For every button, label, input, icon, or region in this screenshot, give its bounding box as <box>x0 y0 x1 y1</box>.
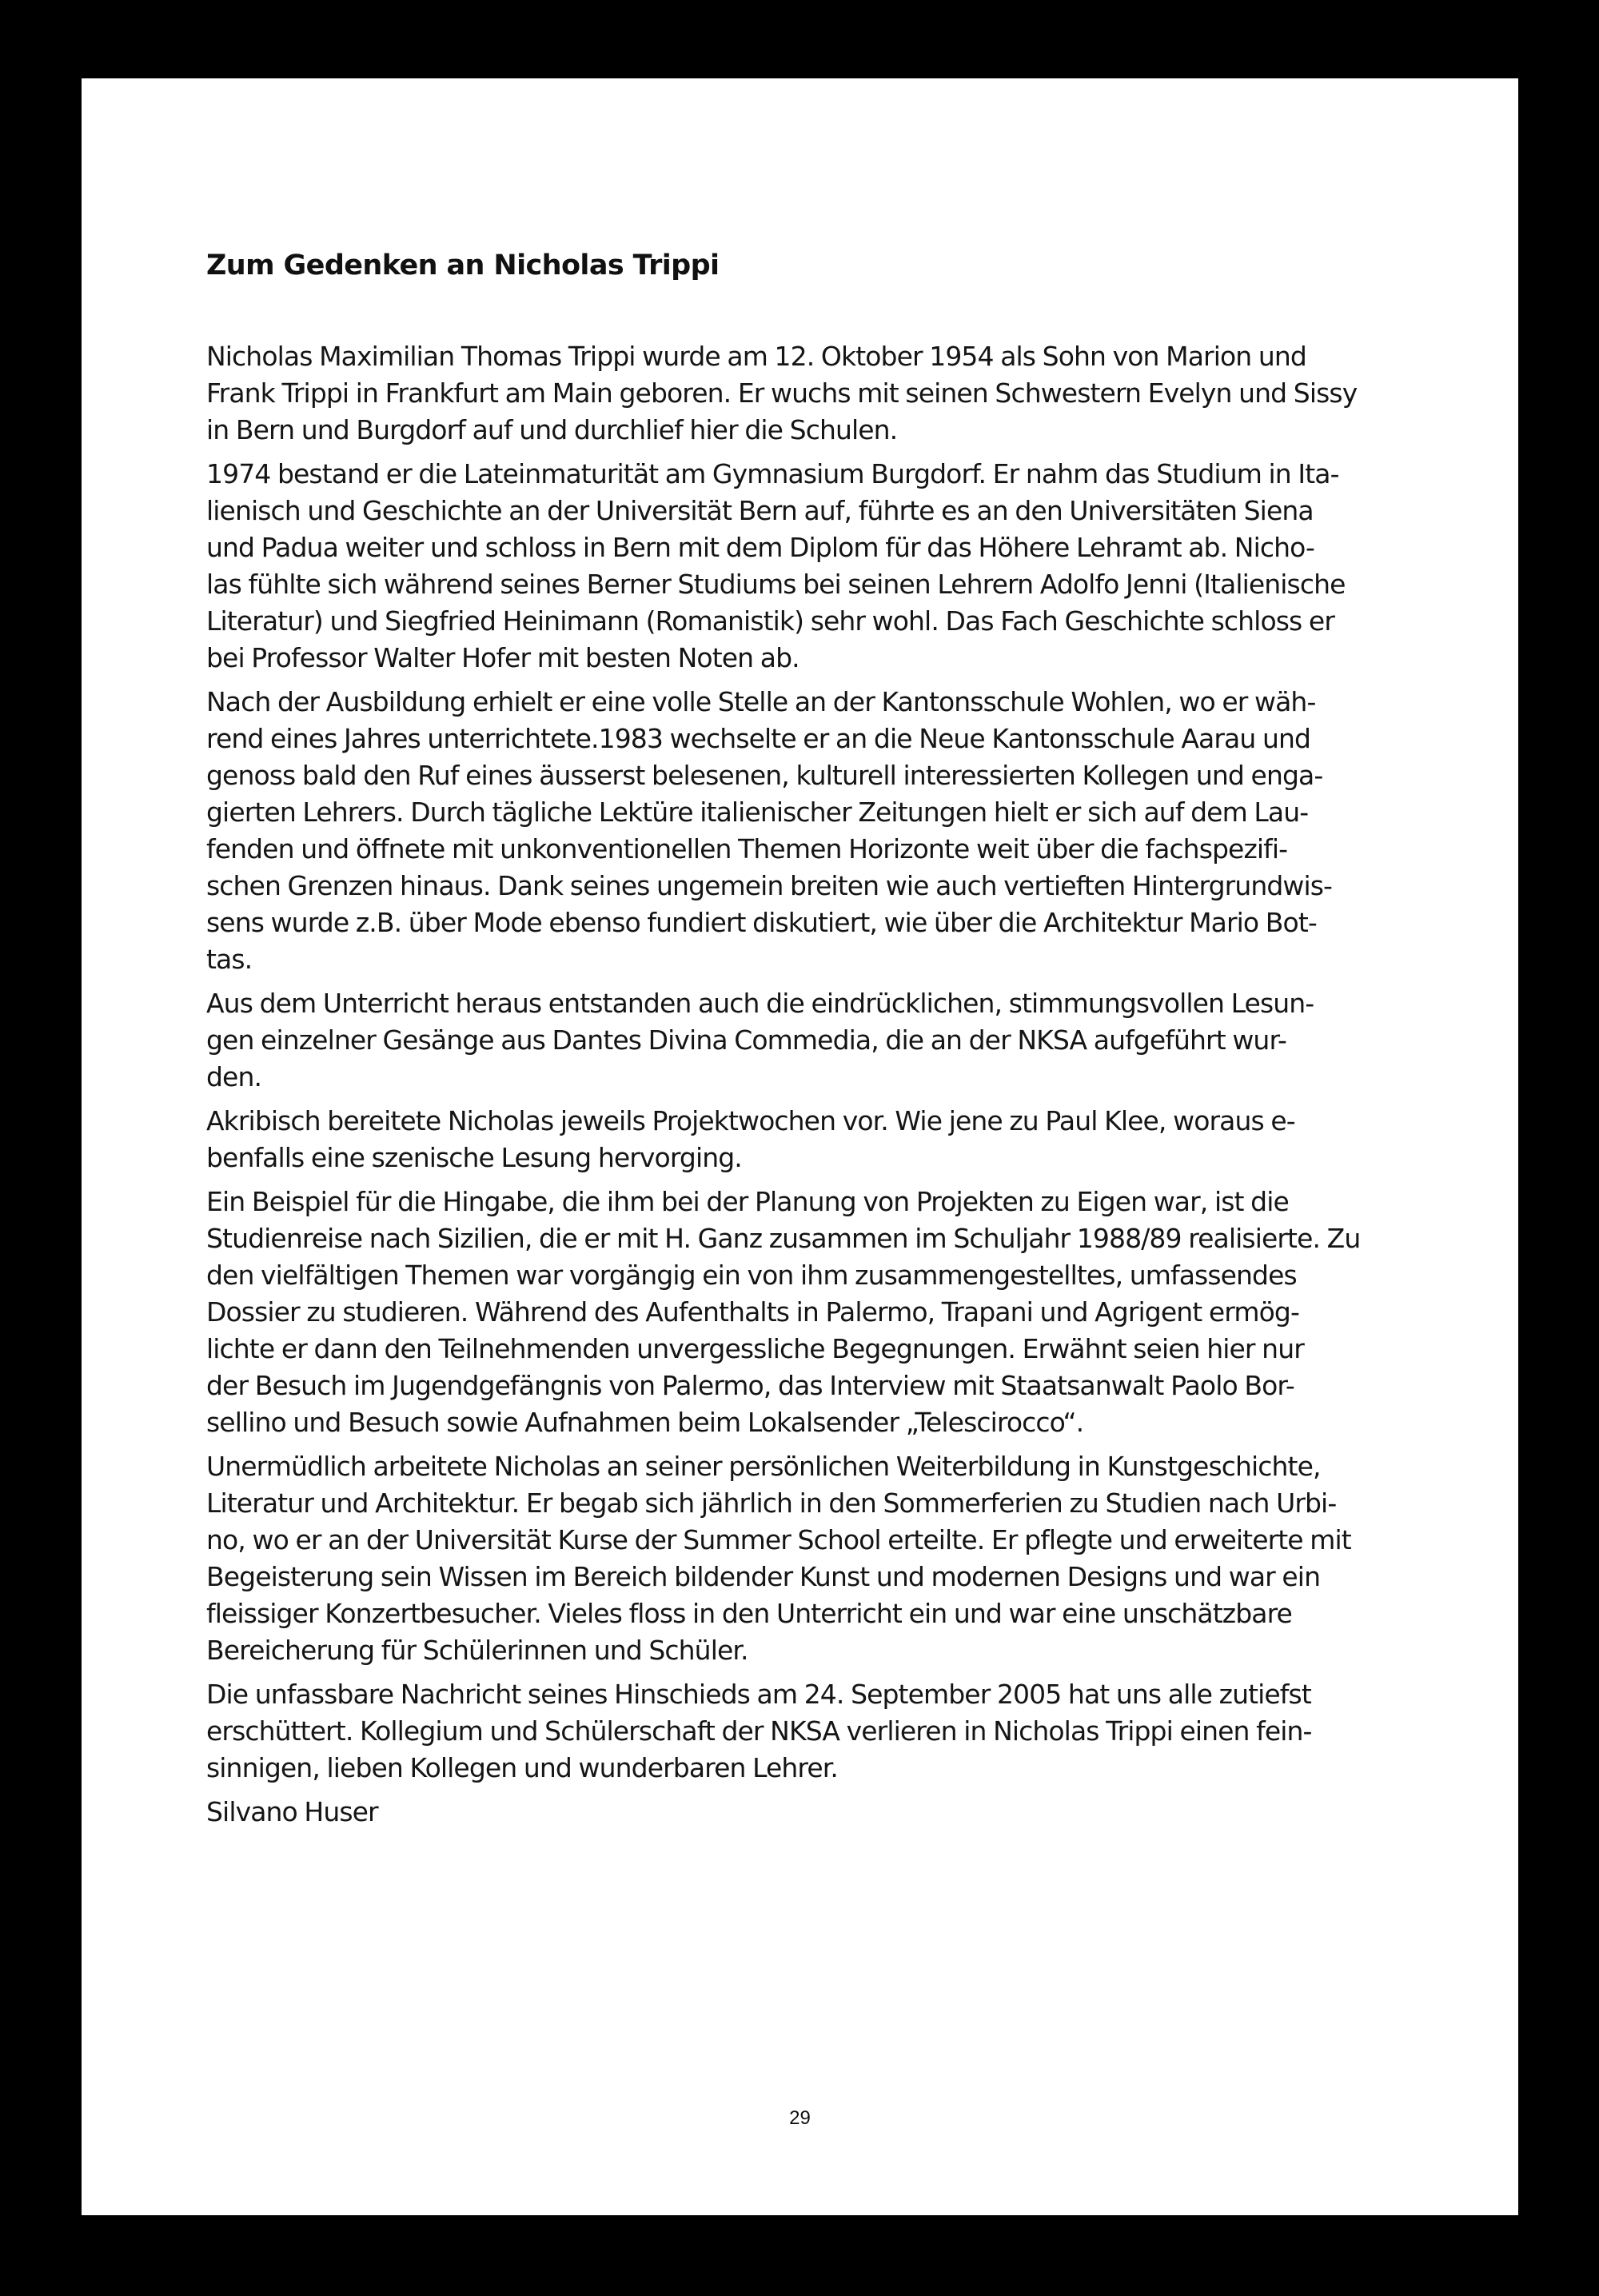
paragraph-farewell <box>206 1676 1453 1787</box>
text-line: der Besuch im Jugendgefängnis von Palermo, das Interview mit Staatsanwalt Paolo Bor- <box>206 1370 1294 1401</box>
text-line: genoss bald den Ruf eines äusserst belesenen, kulturell interessierten Kollegen und enga- <box>206 760 1323 791</box>
text-line: Dossier zu studieren. Während des Aufenthalts in Palermo, Trapani und Agrigent ermög- <box>206 1296 1299 1328</box>
paragraph-sicily-trip <box>206 1184 1453 1441</box>
text-line: gierten Lehrers. Durch tägliche Lektüre italienischer Zeitungen hielt er sich auf dem Lau- <box>206 797 1309 828</box>
page-number: 29 <box>789 2107 811 2129</box>
paragraph-further-education <box>206 1448 1453 1669</box>
text-line: tas. <box>206 944 253 975</box>
text-line: den vielfältigen Themen war vorgängig ein von ihm zusammengestelltes, umfassendes <box>206 1260 1297 1291</box>
text-line: fleissiger Konzertbesucher. Vieles floss in den Unterricht ein und war eine unschätzbare <box>206 1598 1292 1629</box>
text-line: Literatur) und Siegfried Heinimann (Romanistik) sehr wohl. Das Fach Geschichte schloss er <box>206 605 1334 637</box>
signature-name: Silvano Huser <box>206 1796 378 1827</box>
text-line: Begeisterung sein Wissen im Bereich bildender Kunst und modernen Designs und war ein <box>206 1561 1321 1592</box>
text-line: und Padua weiter und schloss in Bern mit dem Diplom für das Höhere Lehramt ab. Nicho- <box>206 532 1315 563</box>
page-title: Zum Gedenken an Nicholas Trippi <box>206 250 720 282</box>
text-line: Literatur und Architektur. Er begab sich jährlich in den Sommerferien zu Studien nach Urbi- <box>206 1487 1337 1519</box>
author-signature <box>206 1794 1453 1831</box>
text-line: Studienreise nach Sizilien, die er mit H. Ganz zusammen im Schuljahr 1988/89 realisierte. Zu <box>206 1223 1361 1254</box>
text-line: Bereicherung für Schülerinnen und Schüler. <box>206 1635 748 1666</box>
text-line: lienisch und Geschichte an der Universität Bern auf, führte es an den Universitäten Siena <box>206 495 1314 526</box>
paragraph-career <box>206 684 1453 978</box>
paragraph-readings <box>206 985 1453 1096</box>
text-line: Die unfassbare Nachricht seines Hinschieds am 24. September 2005 hat uns alle zutiefst <box>206 1679 1311 1710</box>
paragraph-education <box>206 456 1453 677</box>
document-page <box>82 78 1518 2215</box>
paragraph-birth <box>206 338 1453 449</box>
text-line: bei Professor Walter Hofer mit besten Noten ab. <box>206 642 800 673</box>
text-line: sinnigen, lieben Kollegen und wunderbaren Lehrer. <box>206 1752 838 1783</box>
text-line: rend eines Jahres unterrichtete.1983 wechselte er an die Neue Kantonsschule Aarau und <box>206 723 1311 754</box>
article-body <box>206 338 1453 1838</box>
text-line: las fühlte sich während seines Berner Studiums bei seinen Lehrern Adolfo Jenni (Italienische <box>206 569 1346 600</box>
text-line: benfalls eine szenische Lesung hervorging. <box>206 1142 742 1173</box>
text-line: Nach der Ausbildung erhielt er eine volle Stelle an der Kantonsschule Wohlen, wo er wäh- <box>206 686 1316 717</box>
text-line: sellino und Besuch sowie Aufnahmen beim Lokalsender „Telescirocco“. <box>206 1407 1084 1438</box>
text-line: no, wo er an der Universität Kurse der Summer School erteilte. Er pflegte und erweiterte mit <box>206 1524 1351 1555</box>
text-line: fenden und öffnete mit unkonventionellen Themen Horizonte weit über die fachspezifi- <box>206 833 1288 864</box>
text-line: Unermüdlich arbeitete Nicholas an seiner persönlichen Weiterbildung in Kunstgeschichte, <box>206 1451 1321 1482</box>
text-line: erschüttert. Kollegium und Schülerschaft der NKSA verlieren in Nicholas Trippi einen fein- <box>206 1715 1312 1747</box>
text-line: gen einzelner Gesänge aus Dantes Divina Commedia, die an der NKSA aufgeführt wur- <box>206 1024 1287 1056</box>
text-line: sens wurde z.B. über Mode ebenso fundiert diskutiert, wie über die Architektur Mario Bot- <box>206 907 1317 938</box>
text-line: den. <box>206 1061 262 1092</box>
text-line: 1974 bestand er die Lateinmaturität am Gymnasium Burgdorf. Er nahm das Studium in Ita- <box>206 458 1339 489</box>
text-line: Ein Beispiel für die Hingabe, die ihm bei der Planung von Projekten zu Eigen war, ist die <box>206 1186 1289 1217</box>
text-line: lichte er dann den Teilnehmenden unvergessliche Begegnungen. Erwähnt seien hier nur <box>206 1333 1304 1364</box>
text-line: Aus dem Unterricht heraus entstanden auch die eindrücklichen, stimmungsvollen Lesun- <box>206 988 1314 1019</box>
text-line: schen Grenzen hinaus. Dank seines ungemein breiten wie auch vertieften Hintergrundwis- <box>206 870 1333 901</box>
text-line: Frank Trippi in Frankfurt am Main geboren. Er wuchs mit seinen Schwestern Evelyn und Sissy <box>206 377 1358 409</box>
text-line: Nicholas Maximilian Thomas Trippi wurde am 12. Oktober 1954 als Sohn von Marion und <box>206 341 1306 372</box>
paragraph-project-weeks <box>206 1103 1453 1176</box>
text-line: in Bern und Burgdorf auf und durchlief hier die Schulen. <box>206 414 898 445</box>
text-line: Akribisch bereitete Nicholas jeweils Projektwochen vor. Wie jene zu Paul Klee, woraus e- <box>206 1105 1295 1136</box>
